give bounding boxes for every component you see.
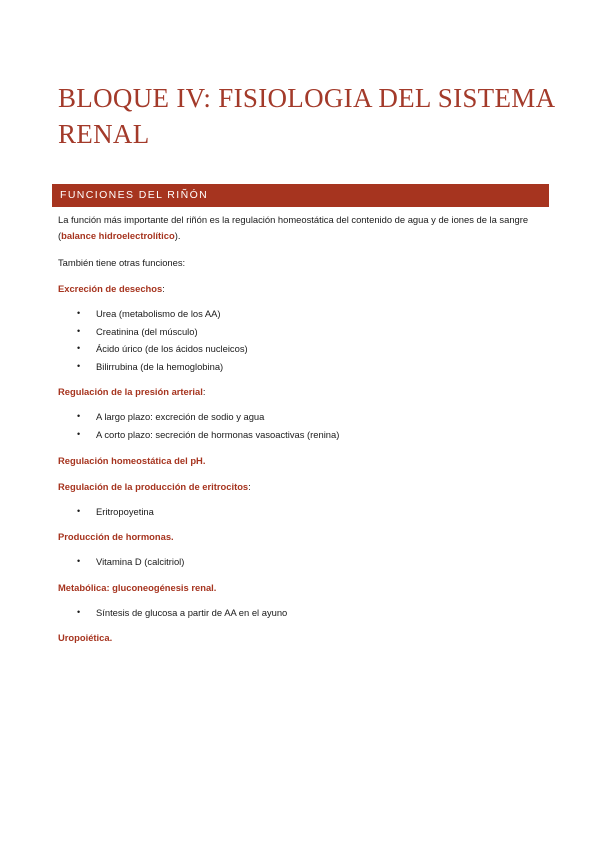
section-title: Excreción de desechos bbox=[58, 283, 163, 294]
list-item bbox=[58, 426, 548, 444]
list-item bbox=[58, 358, 548, 376]
section-suffix: : bbox=[162, 283, 165, 294]
page-title: BLOQUE IV: FISIOLOGIA DEL SISTEMA RENAL bbox=[58, 83, 554, 149]
section-heading-eritrocitos bbox=[58, 479, 548, 495]
section-heading-uropoietica bbox=[58, 630, 548, 646]
list-item bbox=[58, 604, 548, 622]
bullet-icon: • bbox=[77, 411, 81, 422]
document-body bbox=[58, 212, 548, 646]
metabolica-list bbox=[58, 604, 548, 622]
bullet-icon: • bbox=[77, 308, 81, 318]
section-heading-excrecion bbox=[58, 281, 548, 297]
intro-paragraph bbox=[58, 212, 548, 244]
section-title: Producción de hormonas. bbox=[58, 531, 174, 543]
list-item-text: A corto plazo: secreción de hormonas vasoactivas (renina) bbox=[96, 428, 340, 440]
bullet-icon: • bbox=[77, 505, 81, 516]
bullet-icon: • bbox=[77, 606, 81, 617]
list-item bbox=[58, 305, 548, 323]
section-suffix: : bbox=[248, 480, 251, 492]
bullet-icon: • bbox=[77, 360, 81, 371]
section-title: Uropoiética. bbox=[58, 632, 113, 644]
bullet-icon: • bbox=[77, 325, 81, 336]
intro-highlight: balance hidroelectrolítico bbox=[61, 230, 175, 241]
section-heading: FUNCIONES DEL RIÑÓN bbox=[60, 189, 209, 201]
list-item-text: Creatinina (del músculo) bbox=[96, 325, 198, 337]
list-item bbox=[58, 503, 548, 521]
section-title: Metabólica: gluconeogénesis renal. bbox=[58, 581, 217, 593]
eritrocitos-list bbox=[58, 503, 548, 521]
list-item-text: Bilirrubina (de la hemoglobina) bbox=[96, 360, 224, 372]
section-heading-metabolica bbox=[58, 580, 548, 596]
section-heading-hormonas bbox=[58, 529, 548, 545]
presion-list bbox=[58, 408, 548, 443]
section-title: Regulación de la presión arterial bbox=[58, 386, 203, 398]
list-item bbox=[58, 323, 548, 341]
list-item-text: Urea (metabolismo de los AA) bbox=[96, 308, 221, 319]
list-item-text: Eritropoyetina bbox=[96, 505, 154, 517]
section-title: Regulación homeostática del pH. bbox=[58, 454, 206, 466]
section-heading-ph bbox=[58, 453, 548, 469]
list-item-text: Vitamina D (calcitriol) bbox=[96, 556, 185, 568]
hormonas-list bbox=[58, 553, 548, 571]
list-item-text: A largo plazo: excreción de sodio y agua bbox=[96, 411, 265, 423]
intro-text-end: ). bbox=[174, 230, 181, 241]
bullet-icon: • bbox=[77, 556, 81, 567]
list-item bbox=[58, 553, 548, 571]
bullet-icon: • bbox=[77, 428, 81, 439]
excrecion-list bbox=[58, 305, 548, 375]
section-heading-bar bbox=[52, 184, 549, 207]
section-suffix: : bbox=[202, 386, 206, 398]
intro-text: La función más importante del riñón es la regulación homeostática del contenido de agua y de iones de la sangre ( bbox=[58, 214, 529, 241]
bullet-icon: • bbox=[77, 343, 81, 354]
list-item-text: Ácido úrico (de los ácidos nucleicos) bbox=[96, 343, 248, 355]
list-item-text: Síntesis de glucosa a partir de AA en el ayuno bbox=[96, 606, 288, 618]
section-title: Regulación de la producción de eritrocitos bbox=[58, 480, 249, 492]
section-heading-presion bbox=[58, 384, 548, 400]
list-item bbox=[58, 408, 548, 426]
list-item bbox=[58, 340, 548, 358]
other-functions-label: También tiene otras funciones: bbox=[58, 257, 186, 268]
